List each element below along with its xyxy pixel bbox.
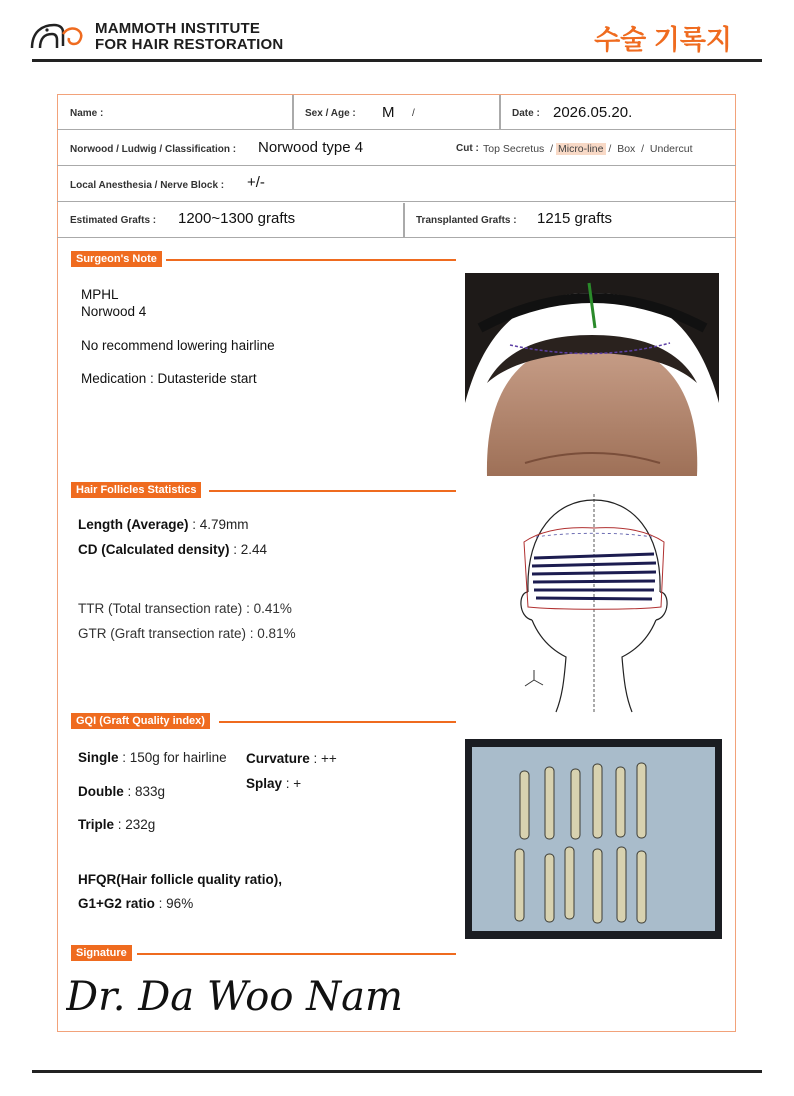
triple-label: Triple bbox=[78, 817, 115, 832]
cut-option-top-secretus[interactable]: Top Secretus bbox=[483, 143, 545, 155]
double-label: Double bbox=[78, 784, 124, 799]
splay-stat bbox=[246, 776, 301, 791]
triple-stat bbox=[78, 817, 155, 832]
form-row-identity bbox=[57, 94, 736, 130]
cut-option-undercut[interactable]: Undercut bbox=[649, 143, 693, 155]
transplanted-grafts-value[interactable]: 1215 grafts bbox=[537, 210, 613, 227]
section-rule bbox=[209, 490, 456, 492]
date-label: Date : bbox=[512, 108, 540, 119]
cd-label: CD (Calculated density) bbox=[78, 542, 230, 557]
patient-hairline-photo bbox=[465, 273, 719, 476]
classification-value[interactable]: Norwood type 4 bbox=[258, 139, 364, 156]
double-stat bbox=[78, 784, 165, 799]
surgeons-note-heading: Surgeon's Note bbox=[71, 251, 162, 267]
note-line-1: MPHL bbox=[81, 287, 119, 302]
gtr-value: : 0.81% bbox=[246, 626, 296, 641]
brand-line-1: MAMMOTH INSTITUTE bbox=[95, 20, 261, 37]
single-label: Single bbox=[78, 750, 119, 765]
footer-divider bbox=[32, 1070, 762, 1073]
note-line-4: Medication : Dutasteride start bbox=[81, 371, 257, 386]
gtr-label: GTR (Graft transection rate) bbox=[78, 626, 247, 641]
signature-heading: Signature bbox=[71, 945, 132, 961]
donor-area-head-diagram bbox=[516, 492, 676, 714]
cut-separator: / bbox=[641, 143, 645, 155]
splay-label: Splay bbox=[246, 776, 283, 791]
triple-value: : 232g bbox=[114, 817, 156, 832]
ttr-label: TTR (Total transection rate) bbox=[78, 601, 243, 616]
curvature-label: Curvature bbox=[246, 751, 310, 766]
transplanted-grafts-label: Transplanted Grafts : bbox=[416, 215, 517, 226]
hfqr-label: HFQR(Hair follicle quality ratio), bbox=[78, 872, 283, 887]
row-divider bbox=[403, 203, 405, 238]
ttr-value: : 0.41% bbox=[242, 601, 292, 616]
ttr-stat bbox=[78, 601, 292, 616]
document-title: 수술 기록지 bbox=[594, 25, 732, 55]
note-line-3: No recommend lowering hairline bbox=[81, 338, 275, 353]
follicle-statistics-heading: Hair Follicles Statistics bbox=[71, 482, 201, 498]
g1g2-value: : 96% bbox=[154, 896, 194, 911]
calculated-density-stat bbox=[78, 542, 267, 557]
cut-options bbox=[483, 143, 693, 155]
length-average-stat bbox=[78, 517, 249, 532]
row-divider bbox=[499, 95, 501, 130]
estimated-grafts-label: Estimated Grafts : bbox=[70, 215, 157, 226]
hfqr-stat bbox=[78, 872, 282, 887]
single-value: : 150g for hairline bbox=[118, 750, 227, 765]
anesthesia-label: Local Anesthesia / Nerve Block : bbox=[70, 180, 225, 191]
gtr-stat bbox=[78, 626, 296, 641]
length-label: Length (Average) bbox=[78, 517, 189, 532]
grafts-sample-photo bbox=[465, 739, 722, 939]
curvature-stat bbox=[246, 751, 337, 766]
row-divider bbox=[292, 95, 294, 130]
length-value: : 4.79mm bbox=[188, 517, 249, 532]
splay-value: : + bbox=[282, 776, 302, 791]
form-row-grafts bbox=[57, 202, 736, 238]
curvature-value: : ++ bbox=[309, 751, 337, 766]
classification-label: Norwood / Ludwig / Classification : bbox=[70, 144, 237, 155]
g1g2-ratio-stat bbox=[78, 896, 193, 911]
mammoth-logo-icon bbox=[30, 22, 88, 50]
header-divider bbox=[32, 59, 762, 62]
cd-value: : 2.44 bbox=[229, 542, 268, 557]
note-line-2: Norwood 4 bbox=[81, 304, 147, 319]
double-value: : 833g bbox=[123, 784, 166, 799]
cut-option-box[interactable]: Box bbox=[617, 143, 636, 155]
signature-text: Dr. Da Woo Nam bbox=[66, 974, 403, 1020]
name-label: Name : bbox=[70, 108, 104, 119]
brand-name bbox=[95, 21, 283, 53]
sex-age-label: Sex / Age : bbox=[305, 108, 356, 119]
cut-option-micro-line-selected[interactable]: Micro-line bbox=[557, 143, 604, 155]
single-stat bbox=[78, 750, 227, 765]
section-rule bbox=[219, 721, 456, 723]
cut-label: Cut : bbox=[456, 143, 479, 154]
gqi-heading: GQI (Graft Quality index) bbox=[71, 713, 210, 729]
estimated-grafts-value[interactable]: 1200~1300 grafts bbox=[178, 210, 296, 227]
cut-separator: / bbox=[550, 143, 554, 155]
cut-separator: / bbox=[608, 143, 612, 155]
doctor-signature bbox=[66, 960, 446, 1030]
section-rule bbox=[166, 259, 456, 261]
section-rule bbox=[137, 953, 456, 955]
age-separator: / bbox=[412, 108, 415, 119]
anesthesia-value[interactable]: +/- bbox=[247, 174, 265, 191]
sex-value[interactable]: M bbox=[382, 104, 395, 121]
g1g2-label: G1+G2 ratio bbox=[78, 896, 155, 911]
brand-line-2: FOR HAIR RESTORATION bbox=[95, 36, 284, 53]
date-value[interactable]: 2026.05.20. bbox=[553, 104, 633, 121]
